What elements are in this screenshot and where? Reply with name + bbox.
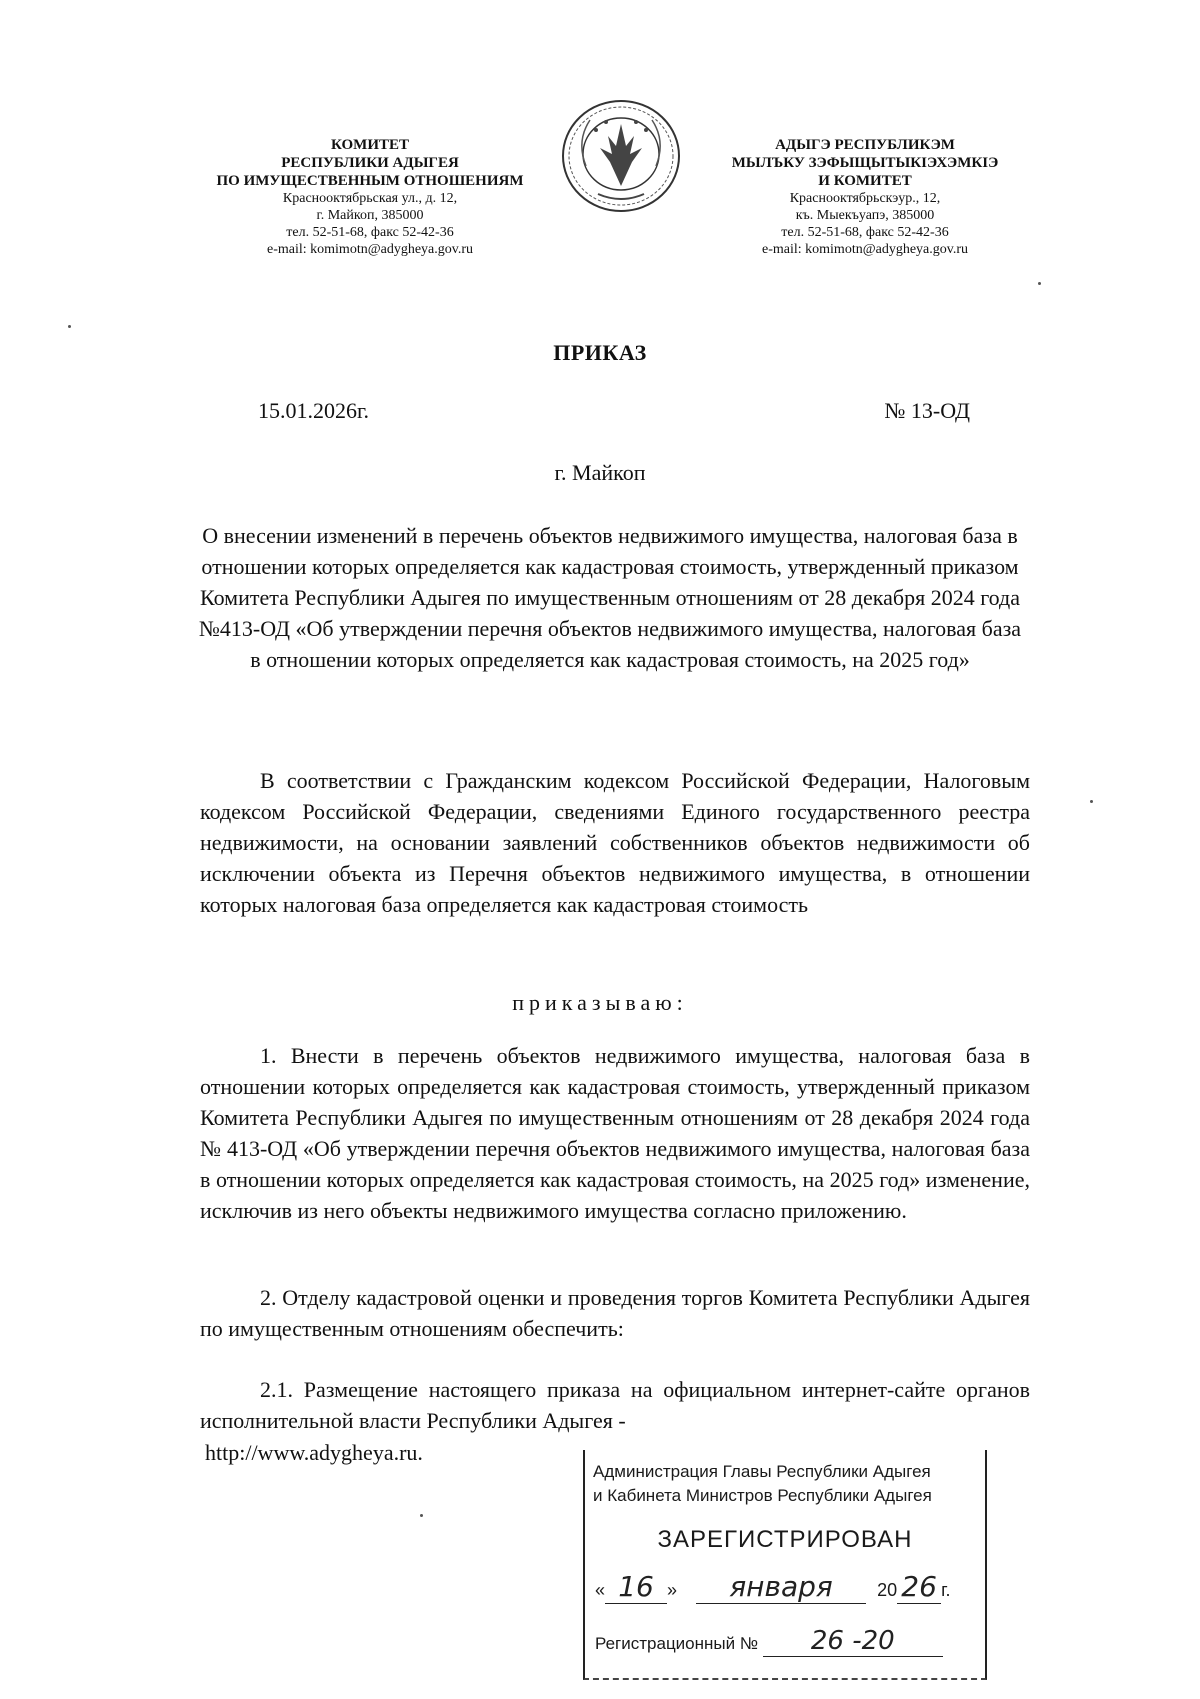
- header-right-org: [690, 136, 1040, 258]
- stamp-status: ЗАРЕГИСТРИРОВАН: [657, 1526, 913, 1553]
- website-url: http://www.adygheya.ru.: [205, 1440, 423, 1465]
- stamp-reg-number-row: [595, 1626, 975, 1657]
- decree-word: приказываю:: [512, 990, 688, 1015]
- org-name-adyghe-line3: И КОМИТЕТ: [818, 173, 912, 189]
- org-name-line2: РЕСПУБЛИКИ АДЫГЕЯ: [281, 155, 459, 171]
- stamp-reg-label: Регистрационный №: [595, 1634, 759, 1653]
- org-name-adyghe-line2: МЫЛЪКУ ЗЭФЫЩЫТЫКIЭХЭМКIЭ: [731, 155, 999, 171]
- stamp-year-prefix: 20: [877, 1580, 898, 1600]
- stamp-year-mark: г.: [941, 1580, 951, 1600]
- item-2-1-text: 2.1. Размещение настоящего приказа на официальном интернет-сайте органов исполнительной власти Республики Адыгея -: [200, 1377, 1030, 1433]
- org-email: e-mail: komimotn@adygheya.gov.ru: [267, 242, 473, 257]
- scan-speck: [1038, 282, 1041, 285]
- scan-speck: [68, 325, 71, 328]
- item-2-text: 2. Отделу кадастровой оценки и проведения торгов Комитета Республики Адыгея по имущественным отношениям обеспечить:: [200, 1285, 1030, 1341]
- org-address-adyghe2: къ. Мыекъуапэ, 385000: [795, 208, 935, 223]
- stamp-month: января: [696, 1570, 866, 1604]
- header-left-org: [180, 136, 560, 258]
- stamp-reg-number: 26 -20: [763, 1626, 943, 1657]
- org-name-adyghe-line1: АДЫГЭ РЕСПУБЛИКЭМ: [775, 137, 955, 153]
- registration-stamp: [583, 1450, 987, 1680]
- document-number: № 13-ОД: [884, 398, 970, 423]
- scan-speck: [420, 1514, 423, 1517]
- document-city: г. Майкоп: [554, 460, 646, 485]
- stamp-line1: Администрация Главы Республики Адыгея: [593, 1462, 931, 1481]
- item-2-paragraph: [200, 1282, 1030, 1344]
- org-address2: г. Майкоп, 385000: [316, 208, 424, 223]
- scan-speck: [1090, 800, 1093, 803]
- stamp-quote-open: «: [595, 1580, 606, 1600]
- org-name-line3: ПО ИМУЩЕСТВЕННЫМ ОТНОШЕНИЯМ: [216, 173, 524, 189]
- stamp-day: 16: [605, 1570, 667, 1604]
- org-phone: тел. 52-51-68, факс 52-42-36: [286, 225, 454, 240]
- document-date: 15.01.2026г.: [258, 398, 370, 423]
- stamp-line2: и Кабинета Министров Республики Адыгея: [593, 1486, 932, 1505]
- org-email-adyghe: e-mail: komimotn@adygheya.gov.ru: [762, 242, 968, 257]
- document-type-title: ПРИКАЗ: [553, 340, 647, 365]
- preamble-text: В соответствии с Гражданским кодексом Российской Федерации, Налоговым кодексом Российской Федерации, сведениями Единого государственного реестра недвижимости, на основании заявлений собственников объектов недвижимости об исключении объекта из Перечня объектов недвижимого имущества, в отношении которых налоговая база определяется как кадастровая стоимость: [200, 768, 1030, 917]
- coat-of-arms-emblem-icon: [556, 96, 686, 216]
- org-address-adyghe1: Краснооктябрьскэур., 12,: [789, 191, 941, 206]
- item-2-1-paragraph: [200, 1374, 1030, 1436]
- item-1-paragraph: [200, 1040, 1030, 1226]
- stamp-date-row: [595, 1570, 975, 1610]
- org-name-line1: КОМИТЕТ: [330, 137, 409, 153]
- org-phone-adyghe: тел. 52-51-68, факс 52-42-36: [781, 225, 949, 240]
- org-address1: Краснооктябрьская ул., д. 12,: [282, 191, 458, 206]
- stamp-year-suffix: 26: [897, 1570, 941, 1604]
- stamp-quote-close: »: [667, 1580, 678, 1600]
- item-1-text: 1. Внести в перечень объектов недвижимого имущества, налоговая база в отношении которых определяется как кадастровая стоимость, утвержденный приказом Комитета Республики Адыгея по имущественным отношениям от 28 декабря 2024 года № 413-ОД «Об утверждении перечня объектов недвижимого имущества, налоговая база в отношении которых определяется как кадастровая стоимость, на 2025 год» изменение, исключив из него объекты недвижимого имущества согласно приложению.: [200, 1043, 1030, 1223]
- document-subject: О внесении изменений в перечень объектов недвижимого имущества, налоговая база в отношении которых определяется как кадастровая стоимость, утвержденный приказом Комитета Республики Адыгея по имущественным отношениям от 28 декабря 2024 года №413-ОД «Об утверждении перечня объектов недвижимого имущества, налоговая база в отношении которых определяется как кадастровая стоимость, на 2025 год»: [198, 523, 1022, 672]
- preamble-paragraph: [200, 765, 1030, 920]
